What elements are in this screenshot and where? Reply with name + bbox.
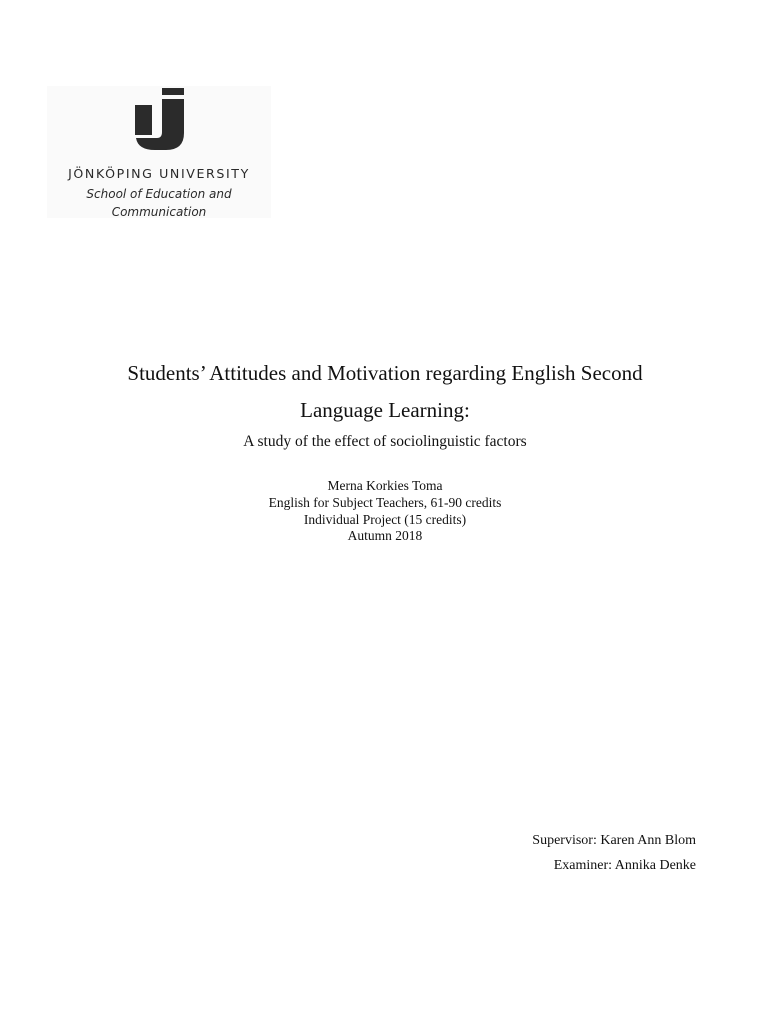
thesis-subtitle: A study of the effect of sociolinguistic factors xyxy=(243,433,527,450)
supervisor: Supervisor: Karen Ann Blom xyxy=(532,833,696,848)
university-name: JÖNKÖPING UNIVERSITY xyxy=(68,166,250,181)
thesis-title-line2: Language Learning: xyxy=(300,398,470,422)
ju-logo-icon xyxy=(135,88,185,150)
school-name-line1: School of Education and xyxy=(86,187,232,201)
course-name: English for Subject Teachers, 61-90 credits xyxy=(268,495,502,510)
university-logo xyxy=(47,86,271,218)
school-name-line2: Communication xyxy=(111,205,207,219)
author-name: Merna Korkies Toma xyxy=(327,478,443,493)
thesis-title-line1: Students’ Attitudes and Motivation regarding English Second xyxy=(127,361,643,385)
term: Autumn 2018 xyxy=(347,528,423,543)
project-type: Individual Project (15 credits) xyxy=(303,512,467,527)
examiner: Examiner: Annika Denke xyxy=(553,858,696,873)
